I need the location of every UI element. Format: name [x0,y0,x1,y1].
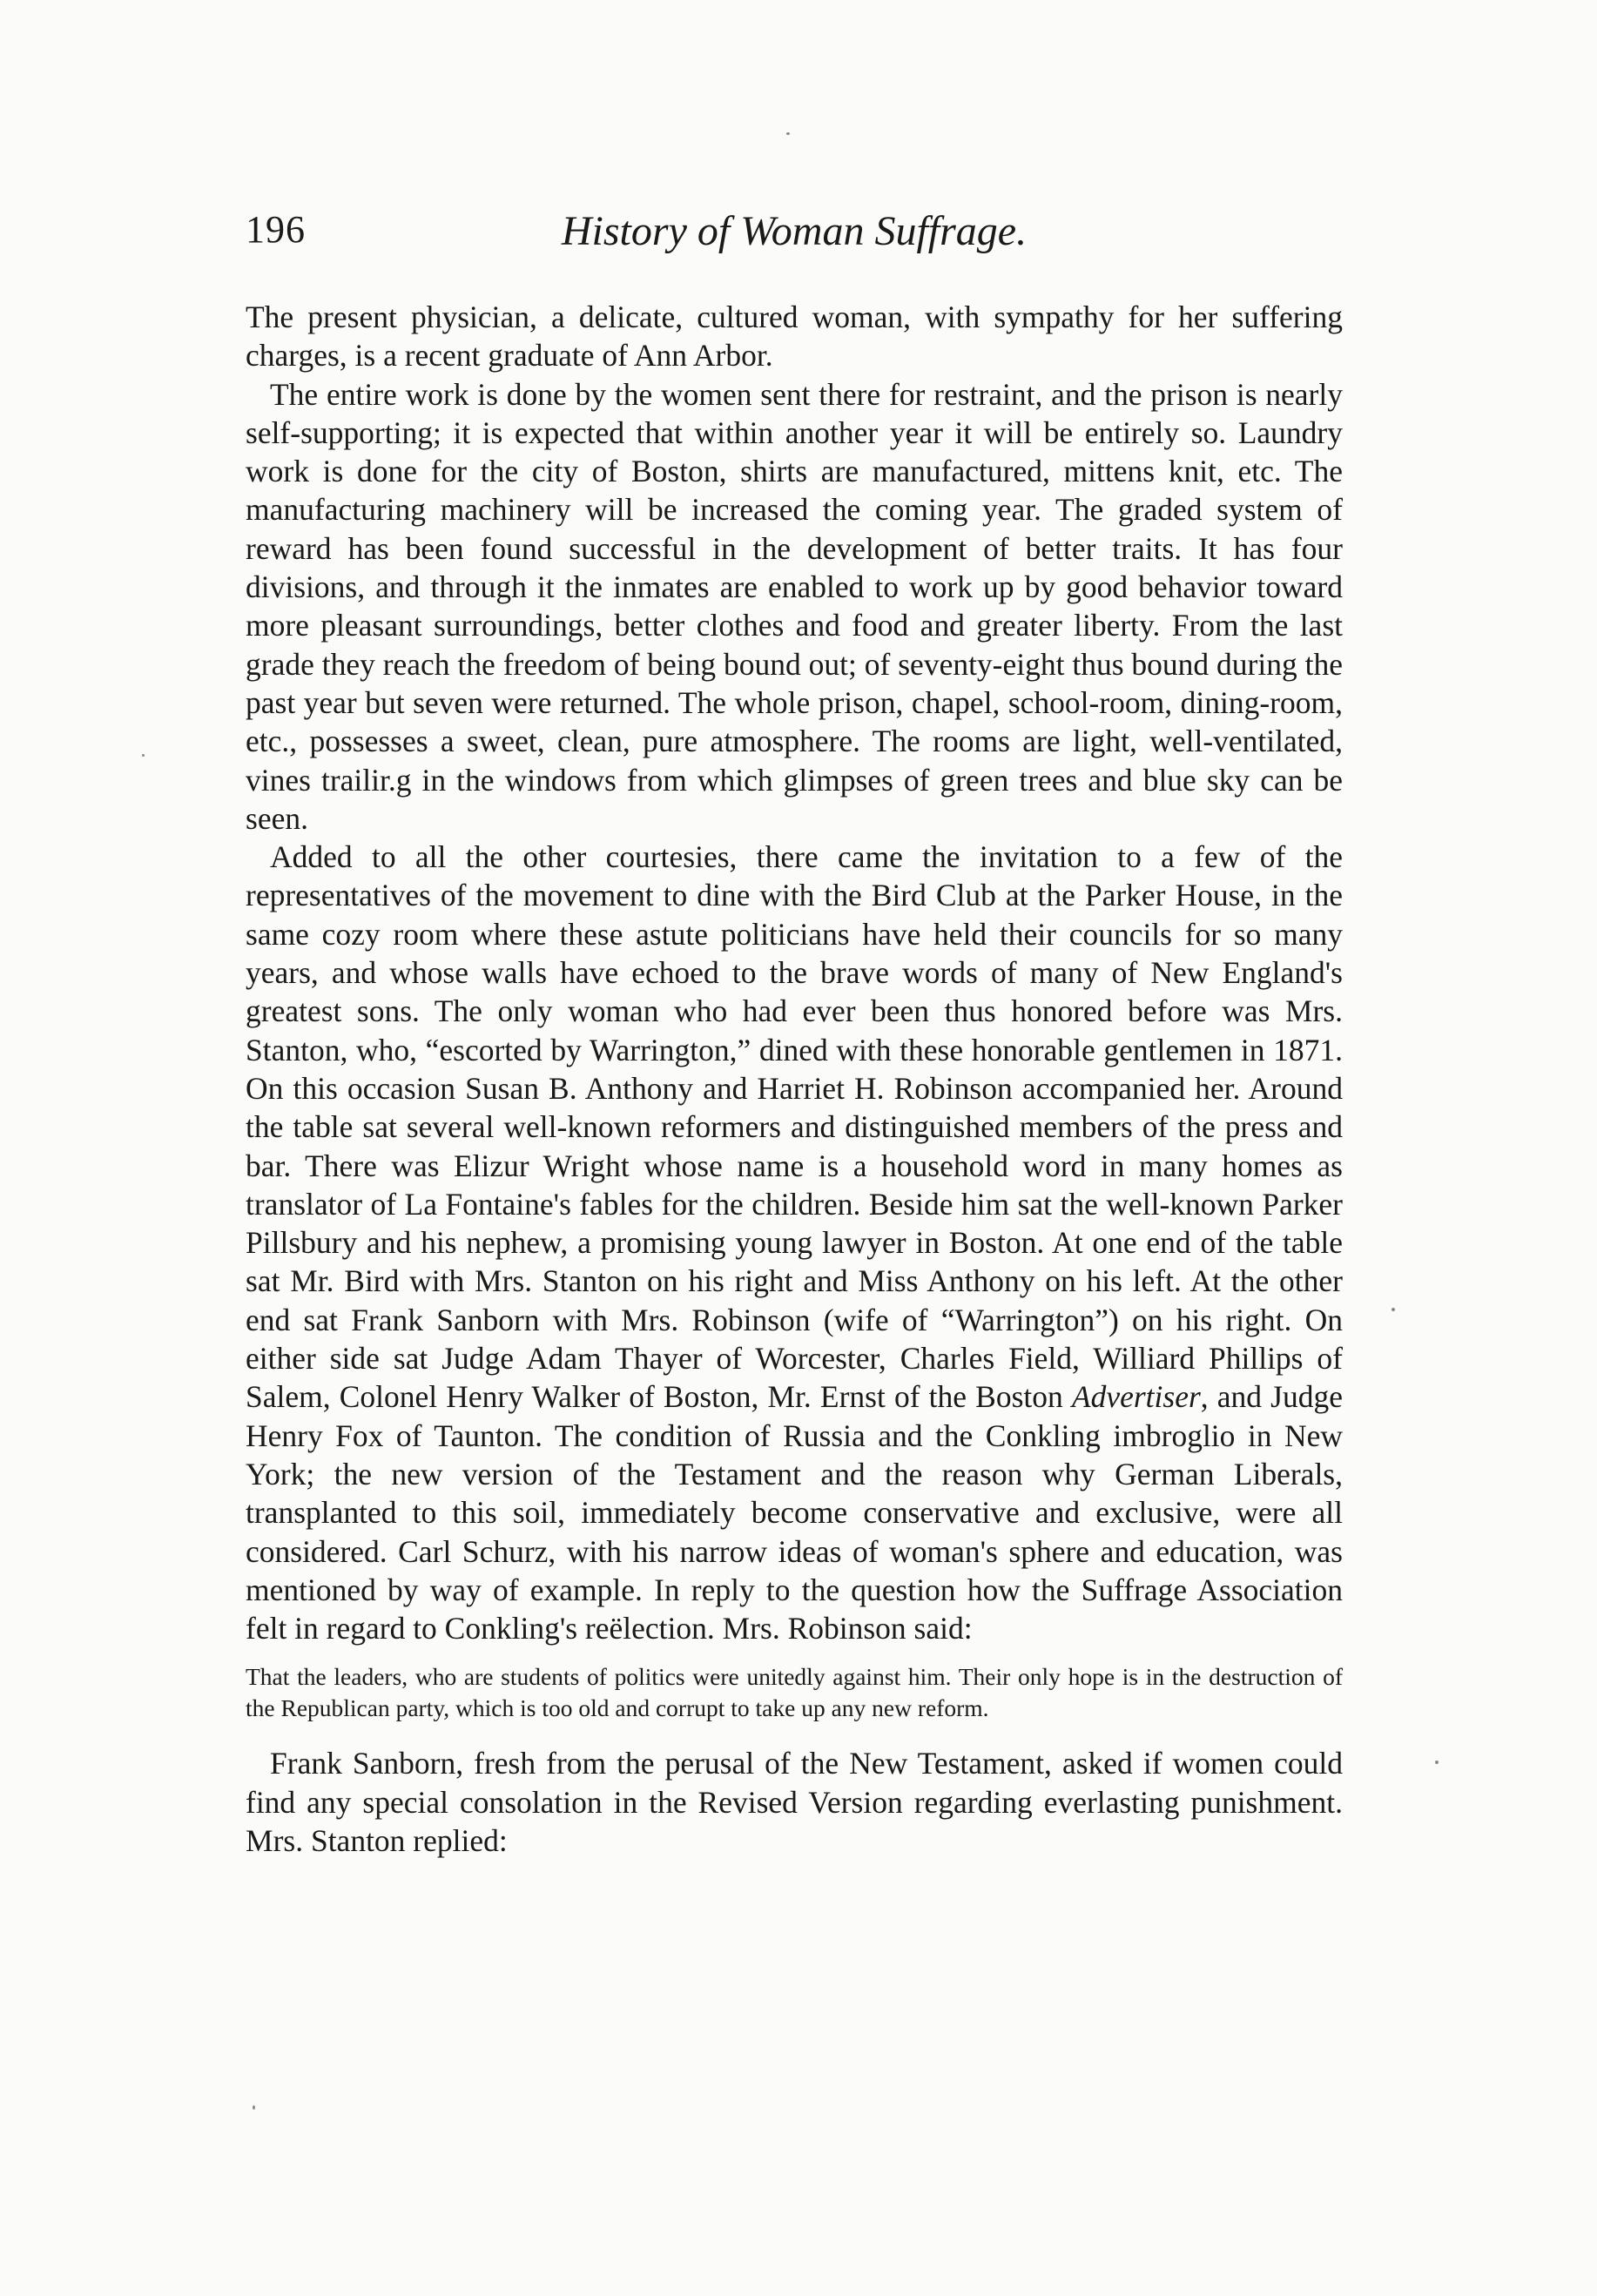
scan-speck [1391,1308,1395,1311]
paragraph-bird-club-text-2: , and Judge Henry Fox of Taunton. The condition of Russia and the Conkling imbroglio in New York; the new version of the Testament and the reason why German Liberals, transplanted to this soil, immediately become conservative and exclusive, were all considered. Carl Schurz, with his narrow ideas of woman's sphere and education, was mentioned by way of example. In reply to the question how the Suffrage Association felt in regard to Conkling's reëlection. Mrs. Robinson said: [246,1379,1343,1646]
body-text [246,298,1343,1860]
paragraph-prison-work: The entire work is done by the women sent there for restraint, and the prison is nearly self-supporting; it is expected that within another year it will be entirely so. Laundry work is done for the city of Boston, shirts are manufactured, mittens knit, etc. The manufacturing machinery will be increased the coming year. The graded system of reward has been found successful in the development of better traits. It has four divisions, and through it the inmates are enabled to work up by good behavior toward more pleasant surroundings, better clothes and food and greater liberty. From the last grade they reach the freedom of being bound out; of seventy-eight thus bound during the past year but seven were returned. The whole prison, chapel, school-room, dining-room, etc., possesses a sweet, clean, pure atmosphere. The rooms are light, well-ventilated, vines trailir.g in the windows from which glimpses of green trees and blue sky can be seen. [246,376,1343,836]
scan-speck [786,132,790,135]
running-title: History of Woman Suffrage. [561,208,1028,254]
paragraph-bird-club [246,838,1343,1647]
paragraph-sanborn: Frank Sanborn, fresh from the perusal of the New Testament, asked if women could find any special consolation in the Revised Version regarding everlasting punishment. Mrs. Stanton replied: [246,1746,1343,1858]
scan-speck [142,754,145,757]
paragraph-bird-club-text-1: Added to all the other courtesies, there came the invitation to a few of the representatives of the movement to dine with the Bird Club at the Parker House, in the same cozy room where these astute politicians have held their councils for so many years, and whose walls have echoed to the brave words of many of New England's greatest sons. The only woman who had ever been thus honored before was Mrs. Stanton, who, “escorted by Warrington,” dined with these honorable gentlemen in 1871. On this occasion Susan B. Anthony and Harriet H. Robinson accompanied her. Around the table sat several well-known reformers and distinguished members of the press and bar. There was Elizur Wright whose name is a household word in many homes as translator of La Fontaine's fables for the children. Beside him sat the well-known Parker Pillsbury and his nephew, a promising young lawyer in Boston. At one end of the table sat Mr. Bird with Mrs. Stanton on his right and Miss Anthony on his left. At the other end sat Frank Sanborn with Mrs. Robinson (wife of “Warrington”) on his right. On either side sat Judge Adam Thayer of Worcester, Charles Field, Williard Phillips of Salem, Colonel Henry Walker of Boston, Mr. Ernst of the Boston [246,839,1343,1415]
block-quote-robinson: That the leaders, who are students of politics were unitedly against him. Their only hope is in the destruction of the Republican party, which is too old and corrupt to take up any new reform. [246,1663,1343,1721]
page-header [246,207,1343,268]
scan-speck [253,2105,255,2110]
scan-speck [1435,1761,1439,1764]
page-number: 196 [246,208,306,251]
newspaper-title: Advertiser [1071,1379,1201,1415]
paragraph-physician: The present physician, a delicate, cultured woman, with sympathy for her suffering charges, is a recent graduate of Ann Arbor. [246,300,1343,374]
